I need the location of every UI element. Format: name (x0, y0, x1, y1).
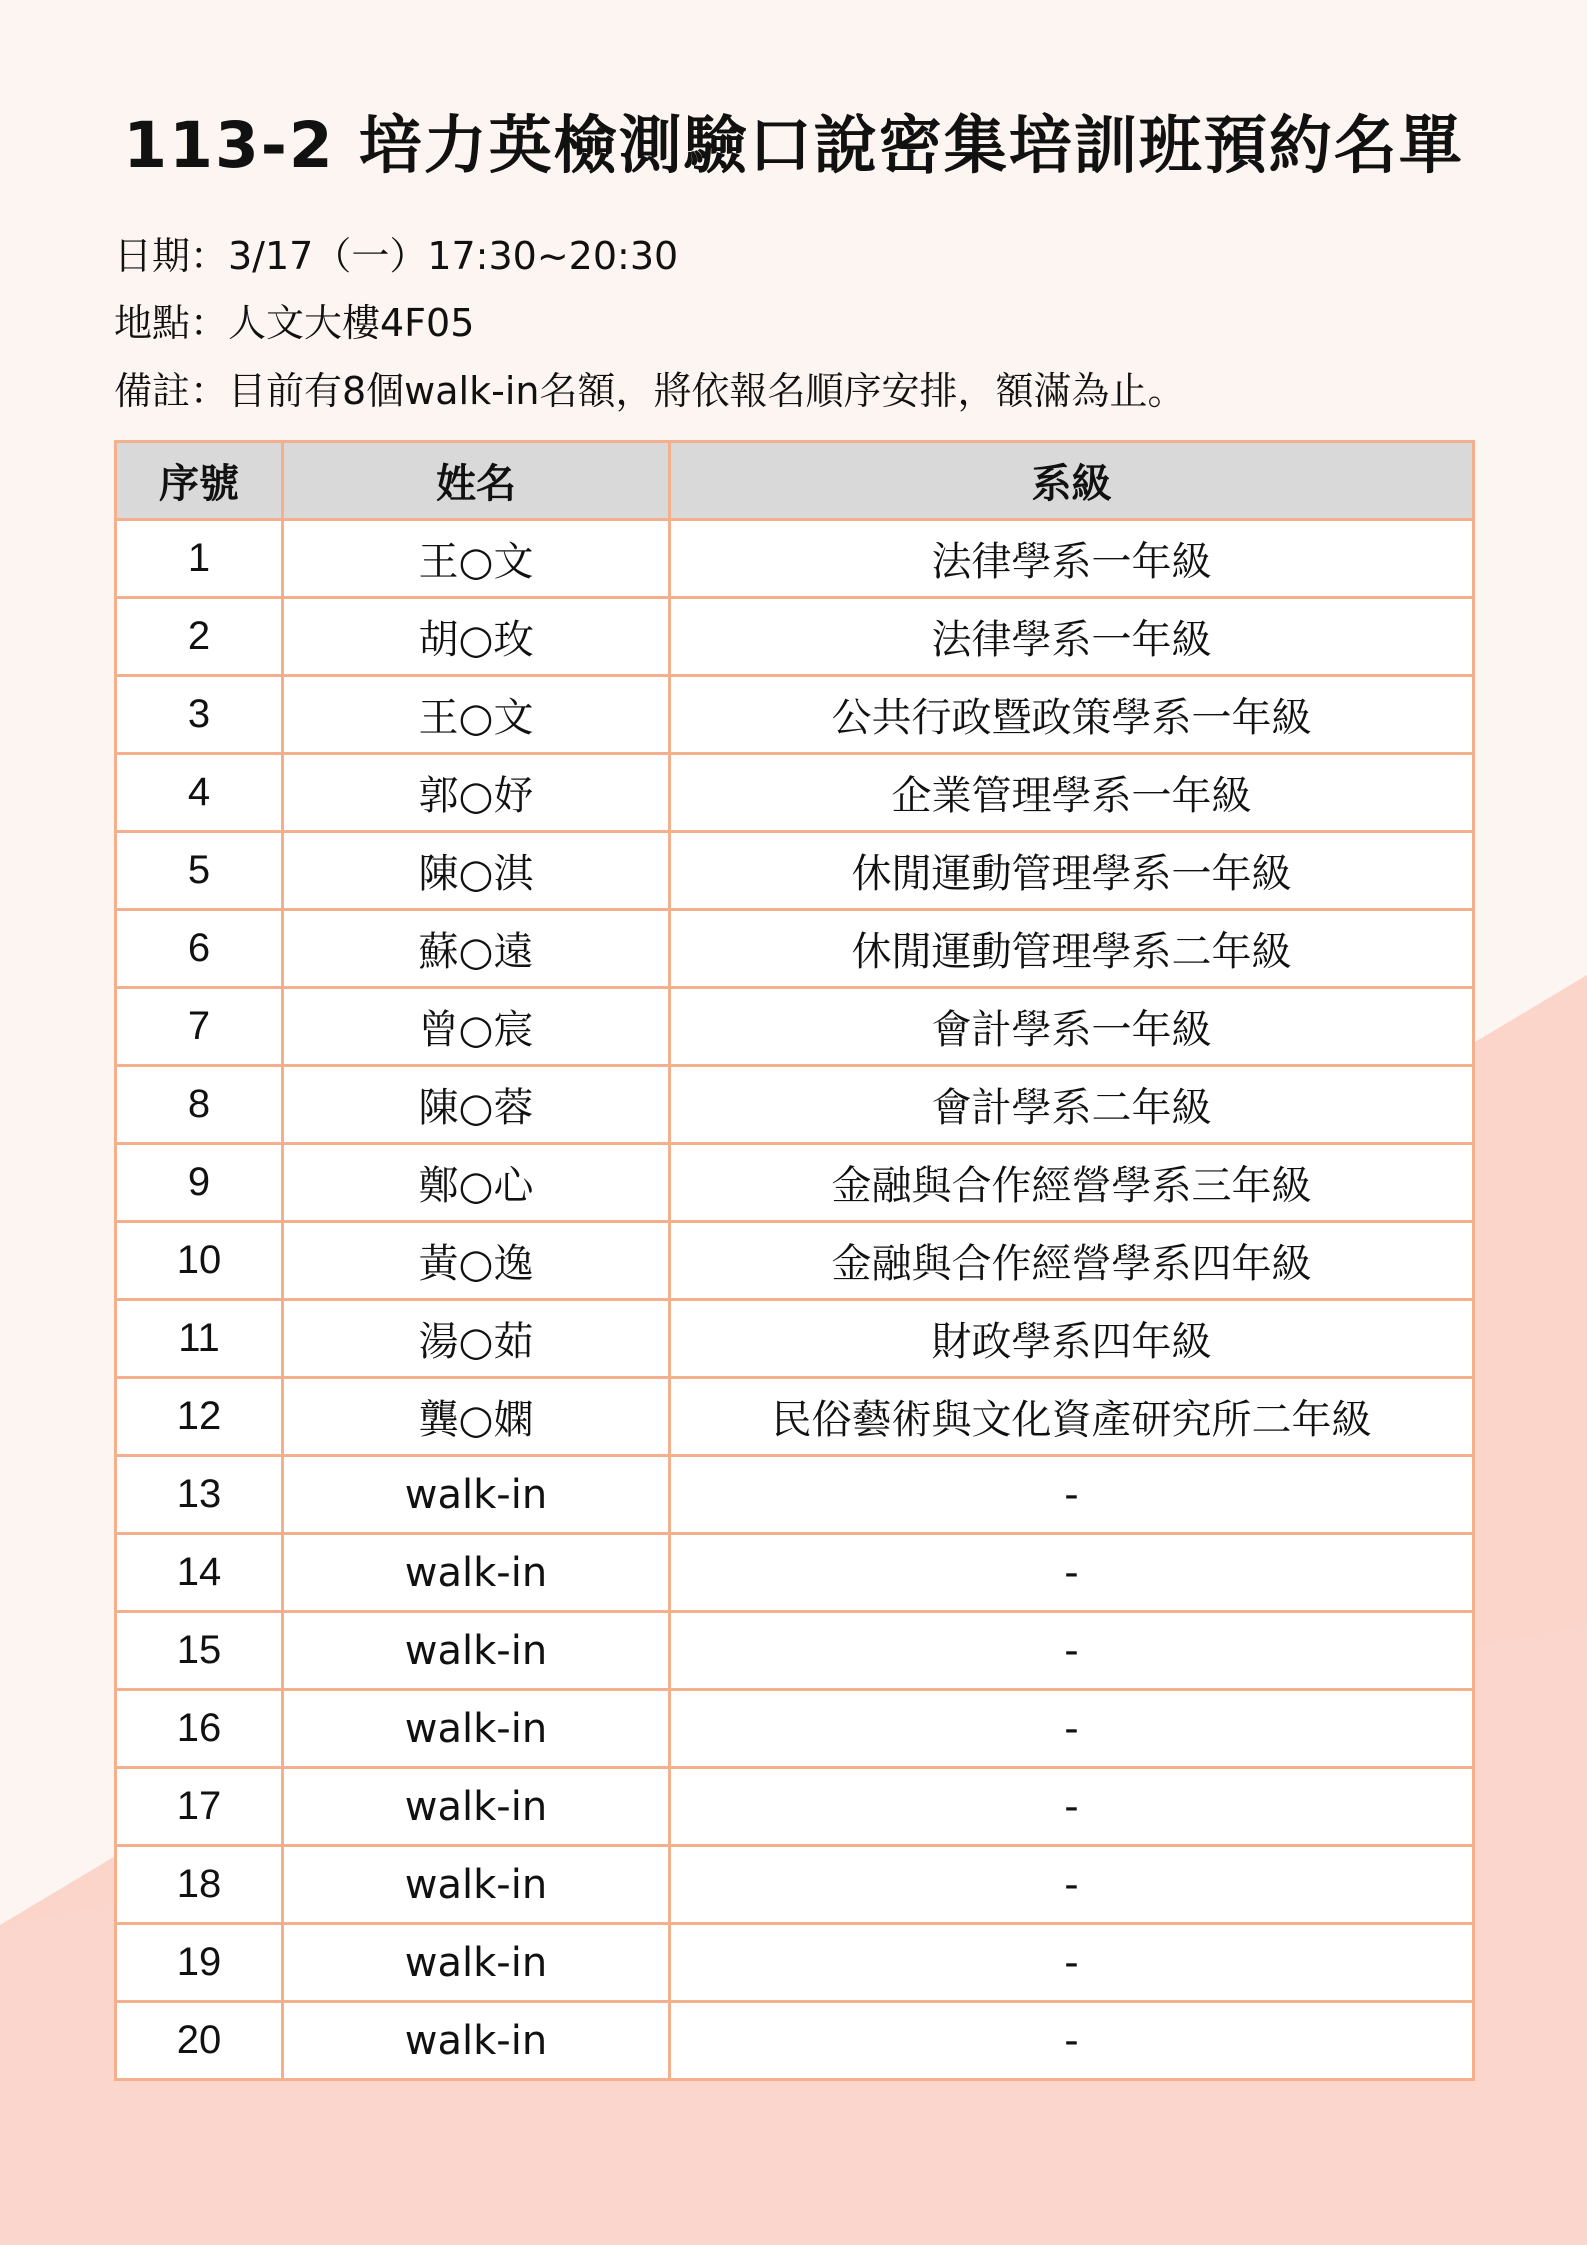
table-row (116, 988, 1474, 1066)
cell-number: 17 (116, 1768, 283, 1846)
cell-department: 公共行政暨政策學系一年級 (670, 676, 1474, 754)
event-note: 備註：目前有8個walk-in名額，將依報名順序安排，額滿為止。 (114, 369, 1186, 413)
cell-department: - (670, 2002, 1474, 2080)
cell-number: 3 (116, 676, 283, 754)
cell-name: 陳○淇 (283, 832, 670, 910)
cell-name: walk-in (283, 1534, 670, 1612)
cell-department: 金融與合作經營學系三年級 (670, 1144, 1474, 1222)
cell-number: 13 (116, 1456, 283, 1534)
cell-department: 法律學系一年級 (670, 520, 1474, 598)
table-row (116, 2002, 1474, 2080)
cell-department: 會計學系一年級 (670, 988, 1474, 1066)
table-row (116, 1612, 1474, 1690)
header-number: 序號 (116, 442, 283, 520)
cell-name: 郭○妤 (283, 754, 670, 832)
event-location: 地點：人文大樓4F05 (114, 301, 475, 345)
table-row (116, 1456, 1474, 1534)
table-row (116, 1768, 1474, 1846)
table-row (116, 676, 1474, 754)
cell-name: 黃○逸 (283, 1222, 670, 1300)
cell-department: - (670, 1612, 1474, 1690)
cell-number: 8 (116, 1066, 283, 1144)
cell-department: 企業管理學系一年級 (670, 754, 1474, 832)
table-row (116, 832, 1474, 910)
cell-name: walk-in (283, 1690, 670, 1768)
cell-name: 蘇○遠 (283, 910, 670, 988)
table-row (116, 754, 1474, 832)
cell-department: - (670, 1846, 1474, 1924)
table-row (116, 1534, 1474, 1612)
cell-name: walk-in (283, 1924, 670, 2002)
cell-name: walk-in (283, 1612, 670, 1690)
cell-number: 1 (116, 520, 283, 598)
cell-department: - (670, 1534, 1474, 1612)
table-row (116, 1924, 1474, 2002)
table-row (116, 1846, 1474, 1924)
table-row (116, 1222, 1474, 1300)
event-date: 日期：3/17（一）17:30~20:30 (114, 234, 679, 278)
cell-name: 龔○嫻 (283, 1378, 670, 1456)
cell-name: walk-in (283, 1456, 670, 1534)
table-row (116, 1378, 1474, 1456)
cell-number: 4 (116, 754, 283, 832)
table-row (116, 1066, 1474, 1144)
roster-table (114, 440, 1475, 2081)
cell-name: 曾○宸 (283, 988, 670, 1066)
page-title: 113-2 培力英檢測驗口說密集培訓班預約名單 (123, 109, 1464, 182)
cell-number: 20 (116, 2002, 283, 2080)
cell-number: 2 (116, 598, 283, 676)
cell-name: 湯○茹 (283, 1300, 670, 1378)
cell-number: 14 (116, 1534, 283, 1612)
cell-number: 15 (116, 1612, 283, 1690)
table-row (116, 598, 1474, 676)
cell-number: 16 (116, 1690, 283, 1768)
cell-name: 鄭○心 (283, 1144, 670, 1222)
table-row (116, 1144, 1474, 1222)
cell-name: 王○文 (283, 676, 670, 754)
roster-body (116, 520, 1474, 2080)
cell-department: 財政學系四年級 (670, 1300, 1474, 1378)
cell-department: - (670, 1924, 1474, 2002)
table-row (116, 910, 1474, 988)
cell-name: walk-in (283, 2002, 670, 2080)
cell-number: 10 (116, 1222, 283, 1300)
header-department: 系級 (670, 442, 1474, 520)
cell-number: 19 (116, 1924, 283, 2002)
cell-name: 胡○玫 (283, 598, 670, 676)
cell-department: 民俗藝術與文化資產研究所二年級 (670, 1378, 1474, 1456)
cell-number: 5 (116, 832, 283, 910)
header-name: 姓名 (283, 442, 670, 520)
cell-name: walk-in (283, 1768, 670, 1846)
cell-department: 休閒運動管理學系二年級 (670, 910, 1474, 988)
table-header-row (116, 442, 1474, 520)
cell-department: 法律學系一年級 (670, 598, 1474, 676)
cell-number: 11 (116, 1300, 283, 1378)
table-row (116, 1690, 1474, 1768)
cell-name: 王○文 (283, 520, 670, 598)
cell-department: - (670, 1768, 1474, 1846)
cell-department: - (670, 1690, 1474, 1768)
cell-number: 9 (116, 1144, 283, 1222)
cell-department: 金融與合作經營學系四年級 (670, 1222, 1474, 1300)
cell-department: 休閒運動管理學系一年級 (670, 832, 1474, 910)
table-row (116, 520, 1474, 598)
cell-name: walk-in (283, 1846, 670, 1924)
cell-number: 7 (116, 988, 283, 1066)
cell-department: - (670, 1456, 1474, 1534)
cell-number: 6 (116, 910, 283, 988)
cell-department: 會計學系二年級 (670, 1066, 1474, 1144)
cell-number: 12 (116, 1378, 283, 1456)
table-row (116, 1300, 1474, 1378)
cell-number: 18 (116, 1846, 283, 1924)
cell-name: 陳○蓉 (283, 1066, 670, 1144)
